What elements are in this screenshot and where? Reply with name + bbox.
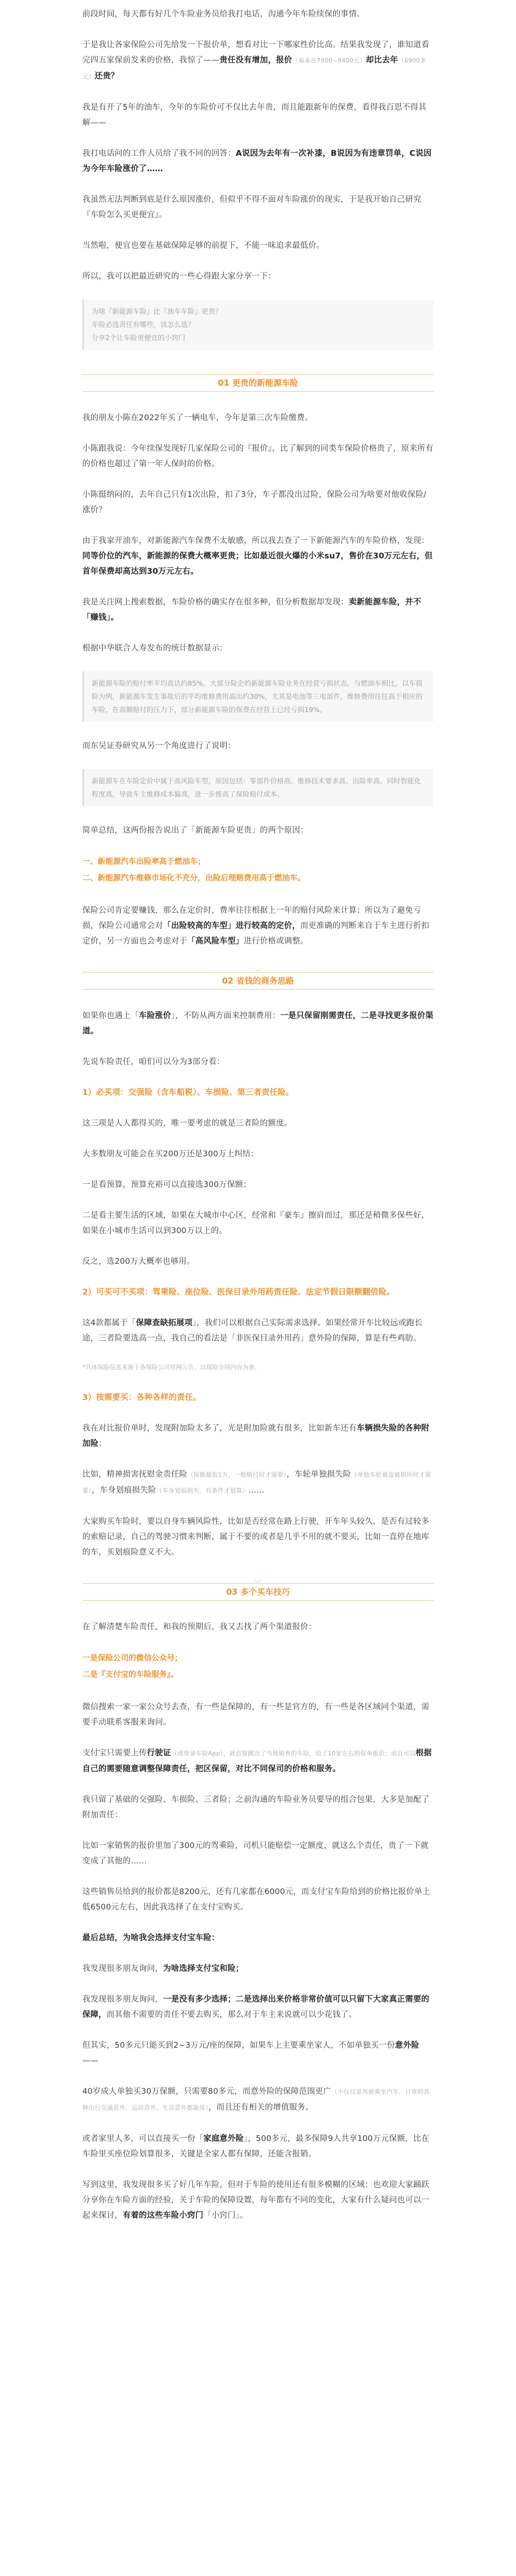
channel-item: 一是保险公司的微信公众号； bbox=[82, 1654, 182, 1663]
intro-paragraph-4: 我打电话问的工作人员给了我不同的回答：A说因为去年有一次补漆，B说因为有违章罚单，C说因为今年车险涨价了…… bbox=[82, 149, 432, 173]
s2-subheading: 2）可买可不买项：驾乘险、座位险、医保目录外用药责任险、法定节假日限额翻倍险。 bbox=[82, 1288, 395, 1297]
s2-paragraph: 一是看预算，预算充裕可以直接选300万保额； bbox=[82, 1180, 251, 1189]
s1-paragraph: 而东吴证券研究从另一个角度进行了说明： bbox=[82, 742, 236, 750]
s1-paragraph: 简单总结，这两份报告说出了「新能源车险更贵」的两个原因： bbox=[82, 826, 309, 835]
s2-subheading: 3）按需要买：各种各样的责任。 bbox=[82, 1393, 201, 1402]
s1-paragraph: 由于我家开油车，对新能源汽车保费不太敏感，所以我去查了一下新能源汽车的车险价格，发现：同等价位的汽车，新能源的保费大概率更贵；比如最近很火爆的小米su7，售价在30万元左右，但首年保费却高达到30万元左右。 bbox=[82, 536, 433, 576]
s3-paragraph: 我发现很多朋友询问，为啥选择支付宝和险； bbox=[82, 1964, 244, 1973]
toc-item: 分享2个让车险更便宜的小窍门 bbox=[92, 334, 186, 342]
s3-paragraph: 我只留了基础的交强险、车损险、三者险；之前沟通的车险业务员要导的组合包果，大多是加配了附加责任： bbox=[82, 1795, 430, 1820]
data-quote: 新能源车在车险定价中属于高风险车型，原因包括：零部件价格高、维修技术要求高、出险率高。同时智能化程度高，导致车主维修成本偏高，进一步推高了保险赔付成本。 bbox=[82, 769, 434, 806]
reason-list bbox=[82, 854, 434, 886]
section-title: 02 省钱的商务思路 bbox=[82, 972, 434, 990]
reason-item: 一、新能源汽车出险率高于燃油车； bbox=[82, 857, 205, 866]
channel-list bbox=[82, 1650, 434, 1683]
s3-paragraph: 支付宝只需要上传行驶证（或登录车险App），就直接跳出了当地销售的车险，给了10家左右的保单报价；而且可以根据自己的需要随意调整保障责任，把区保留，对比不同保司的价格和服务。 bbox=[82, 1749, 432, 1773]
intro-paragraph-3: 我是有开了5年的油车，今年的车险价可不仅比去年贵，而且能跟新年的保费，看得我百思不得其解—— bbox=[82, 103, 427, 127]
toc-item: 车险必选责任有哪些，该怎么选？ bbox=[92, 320, 195, 329]
section-heading-1 bbox=[82, 366, 434, 392]
s1-paragraph: 我的朋友小陈在2022年买了一辆电车，今年是第三次车险缴费。 bbox=[82, 414, 313, 422]
s2-paragraph: 反之，选200万大概率也够用。 bbox=[82, 1257, 195, 1266]
intro-paragraph-5: 我虽然无法判断到底是什么原因涨价，但似乎不得不面对车险涨价的现实，于是我开始自己研究『车险怎么买更便宜』。 bbox=[82, 195, 422, 219]
s2-paragraph: 先说车险责任，咱们可以分为3部分看： bbox=[82, 1058, 225, 1066]
ornament-icon: ◡ bbox=[255, 1575, 261, 1583]
reason-item: 二、新能源汽车维修市场化不充分，出险后理赔费用高于燃油车。 bbox=[82, 874, 305, 883]
s3-paragraph: 或者家里人多，可以直接买一份「家庭意外险」，500多元，最多保障9人共享100万元保额，比在车险里买座位险划算很多，关键是全家人都有保障，还能含报销。 bbox=[82, 2134, 430, 2159]
channel-item: 二是『支付宝的车险服务』。 bbox=[82, 1670, 178, 1679]
section-title: 03 多个买车技巧 bbox=[82, 1583, 434, 1601]
s2-paragraph: 这三项是人人都得买的，唯一要考虑的就是三者险的额度。 bbox=[82, 1119, 293, 1128]
ornament-icon: ◡ bbox=[255, 366, 261, 374]
s2-subheading: 1）必买项：交强险（含车船税）、车损险、第三者责任险。 bbox=[82, 1088, 294, 1097]
section-title: 01 更贵的新能源车险 bbox=[82, 374, 434, 392]
s3-paragraph: 这些销售员给到的报价都是8200元，还有几家都在6000元，而支付宝车险给到的价格比报价单上低6500元左右，因此我选择了在支付宝购买。 bbox=[82, 1888, 430, 1912]
data-quote: 新能源车险的赔付率平均高达约85%，大部分险企的新能源车险业务在经营亏损状态。与燃油车相比，以车损险为例，新能源车发生事故后的平均维修费用高出约30%，尤其是电池等三电部件，维修费用往往高于相应的车险，在高额赔付的压力下，部分新能源车险的保费在经营上已经亏损19%。 bbox=[82, 671, 434, 722]
s2-paragraph: 比如，精神损害抚慰金责任险（保额最低1万，一般赔付时才需要），车轮单独损失险（单独车轮被盗被损坏时才需要），车身划痕损失险（车身划痕损失，有条件才划算）…… bbox=[82, 1470, 431, 1495]
s3-paragraph: 在了解清楚车险责任，和我的预期后，我又去找了两个渠道报价： bbox=[82, 1623, 317, 1631]
footnote: *具体保险信息来源于各保险公司官网公告，以保险合同内容为准。 bbox=[82, 1364, 261, 1371]
intro-paragraph-7: 所以，我可以把最近研究的一些心得跟大家分享一下： bbox=[82, 272, 276, 281]
s2-paragraph: 大家购买车险时，要以自身车辆风险性，比如是否经常在路上行驶，开车年头较久，是否有过较多的索赔记录，自己的驾驶习惯来判断，属于不要的或者是几乎不用的就不要买，比如一直停在地库的车，买划痕险意义不大。 bbox=[82, 1517, 430, 1557]
s3-paragraph: 40岁成人单独买30万保额，只需要80多元，而意外险的保障范围更广（不仅仅是驾驶乘坐汽车，日常的各种出行交通意外、运动意外、生活意外都能保），而且还有相关的增值服务。 bbox=[82, 2087, 430, 2112]
s1-paragraph: 小陈跟我说：今年续保发现好几家保险公司的『报价』，比了解到的同类车保险价格贵了，原来所有的价格也超过了第一年人保时的价格。 bbox=[82, 444, 434, 468]
s3-paragraph: 我发现很多朋友询问，一是没有多少选择；二是选择出来价格非常价值可以只留下大家真正需要的保障，而其他不需要的责任不要去购买，那么对于车主来说就可以少花钱了。 bbox=[82, 1995, 430, 2019]
intro-paragraph-1: 前段时间，每天都有好几个车险业务员给我打电话，沟通今年车险续保的事情。 bbox=[82, 10, 365, 19]
section-heading-3 bbox=[82, 1575, 434, 1601]
s2-paragraph: 二是看主要生活的区域，如果在大城市中心区，经常和『豪车』擦肩而过，那还是稍微多保些好，如果在小城市生活可以到300万以上的。 bbox=[82, 1211, 430, 1235]
s2-paragraph: 大多数朋友可能会在买200万还是300万上纠结： bbox=[82, 1150, 259, 1159]
ornament-icon: ◡ bbox=[255, 964, 261, 972]
s3-paragraph: 但其实，50多元只能买到2~3万元/座的保障，如果车上主要乘坐家人，不如单独买一份意外险—— bbox=[82, 2041, 419, 2065]
s1-paragraph: 保险公司肯定要赚钱，那么在定价时，费率往往根据上一年的赔付风险来计算；所以为了避免亏损，保险公司通常会对「出险较高的车型」进行较高的定价，而更准确的判断来自于车主进行折扣定价，另一方面也会考虑对于「高风险车型」进行价格或调整。 bbox=[82, 906, 430, 946]
intro-paragraph-6: 当然啦，便宜也要在基础保障足够的前提下，不能一味追求最低价。 bbox=[82, 241, 324, 250]
s3-paragraph: 微信搜索一家一家公众号去查，有一些是保障的，有一些是官方的，有一些是各区域同个渠道，需要手动联系客服来询问。 bbox=[82, 1703, 430, 1727]
toc-quote bbox=[82, 300, 434, 350]
intro-paragraph-2: 于是我让各家保险公司先给发一下报价单，想看对比一下哪家性价比高。结果我发现了，谁知道看完四五家保前发来的价格，我惊了——贵任没有增加，报价（基本在7800~8400元）却比去年（6900多元）还贵？ bbox=[82, 41, 430, 81]
s1-paragraph: 我是关注网上搜索数据，车险价格的确实存在很多种，但分析数据却发现：卖新能源车险，并不「赚钱」。 bbox=[82, 598, 422, 622]
toc-item: 为啥『新能源车险』比『油车车险』更贵？ bbox=[92, 307, 222, 315]
section-heading-2 bbox=[82, 964, 434, 990]
s3-paragraph: 写到这里，我发现很多买了好几年车险，但对于车险的使用还有很多模糊的区域；也欢迎大家踊跃分享你在车险方面的经验，关于车险的保障设置，每年都有不同的变化，大家有什么疑问也可以一起来探讨，有着的这些车险小窍门「小窍门」。 bbox=[82, 2180, 430, 2220]
s1-paragraph: 小陈挺纳闷的，去年自己只有1次出险，扣了3分，车子都没出过险，保险公司为啥要对他收保险/涨价？ bbox=[82, 490, 427, 515]
s2-paragraph: 我在对比报价单时，发现附加险太多了，光是附加险就有很多，比如新车还有车辆损失险的各种附加险： bbox=[82, 1424, 430, 1448]
s3-paragraph: 最后总结，为啥我会选择支付宝车险： bbox=[82, 1934, 220, 1942]
s2-paragraph: 这4款都属于「保障查缺拓展项」，我们可以根据自己实际需求选择。如果经常开车比较远或跑长途，三者险要选高一点，我自己的看法是「非医保目录外用药」意外险的保障，算是有些鸡肋。 bbox=[82, 1319, 423, 1343]
s3-paragraph: 比如一家销售的报价里加了300元的驾乘险，司机只能赔偿一定额度，就这么个责任，贵了一下就变成了其他的…… bbox=[82, 1841, 429, 1866]
s2-paragraph: 如果你也遇上「车险涨价」，不防从两方面来控制费用：一是只保留刚需责任，二是寻找更多报价渠道。 bbox=[82, 1012, 434, 1036]
s1-paragraph: 根据中华联合人寿发布的统计数据显示： bbox=[82, 644, 228, 653]
